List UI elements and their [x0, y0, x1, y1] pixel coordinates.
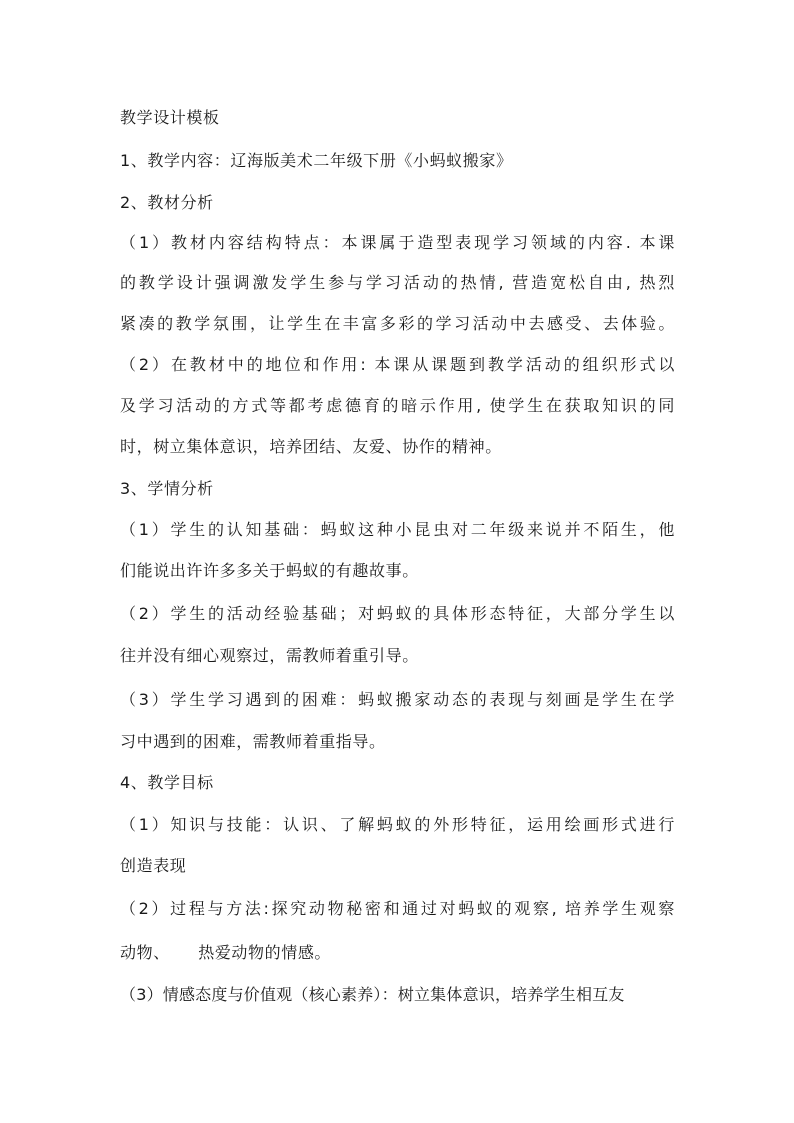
paragraph-line: （2）学生的活动经验基础；对蚂蚁的具体形态特征，大部分学生以 [120, 604, 675, 623]
section-heading-teaching-objectives: 4、教学目标 [120, 773, 214, 792]
paragraph-line: （1）学生的认知基础：蚂蚁这种小昆虫对二年级来说并不陌生，他 [120, 520, 675, 539]
section-teaching-content: 1、教学内容：辽海版美术二年级下册《小蚂蚁搬家》 [120, 151, 513, 170]
paragraph-line: （1）知识与技能：认识、了解蚂蚁的外形特征，运用绘画形式进行 [120, 815, 675, 834]
paragraph-line: 的教学设计强调激发学生参与学习活动的热情, 营造宽松自由, 热烈 [120, 273, 675, 292]
paragraph-line: 时，树立集体意识，培养团结、友爱、协作的精神。 [120, 437, 502, 456]
section-heading-learner-analysis: 3、学情分析 [120, 479, 214, 498]
paragraph-line: 创造表现 [120, 856, 187, 875]
document-title: 教学设计模板 [120, 108, 220, 127]
paragraph-line: 及学习活动的方式等都考虑德育的暗示作用, 使学生在获取知识的同 [120, 396, 675, 415]
paragraph-line: （3）情感态度与价值观（核心素养）：树立集体意识，培养学生相互友 [120, 985, 625, 1004]
paragraph-line: （2）在教材中的地位和作用: 本课从课题到教学活动的组织形式以 [120, 355, 675, 374]
paragraph-line: （1）教材内容结构特点：本课属于造型表现学习领域的内容. 本课 [120, 233, 675, 252]
paragraph-line: 习中遇到的困难，需教师着重指导。 [120, 732, 386, 751]
paragraph-line: 动物、 热爱动物的情感。 [120, 943, 332, 962]
paragraph-line: （3）学生学习遇到的困难：蚂蚁搬家动态的表现与刻画是学生在学 [120, 690, 675, 709]
section-heading-material-analysis: 2、教材分析 [120, 193, 214, 212]
paragraph-line: 紧凑的教学氛围，让学生在丰富多彩的学习活动中去感受、去体验。 [120, 314, 675, 333]
paragraph-line: 们能说出许许多多关于蚂蚁的有趣故事。 [120, 561, 419, 580]
paragraph-line: 往并没有细心观察过，需教师着重引导。 [120, 646, 419, 665]
paragraph-line: （2）过程与方法:探究动物秘密和通过对蚂蚁的观察, 培养学生观察 [120, 899, 675, 918]
